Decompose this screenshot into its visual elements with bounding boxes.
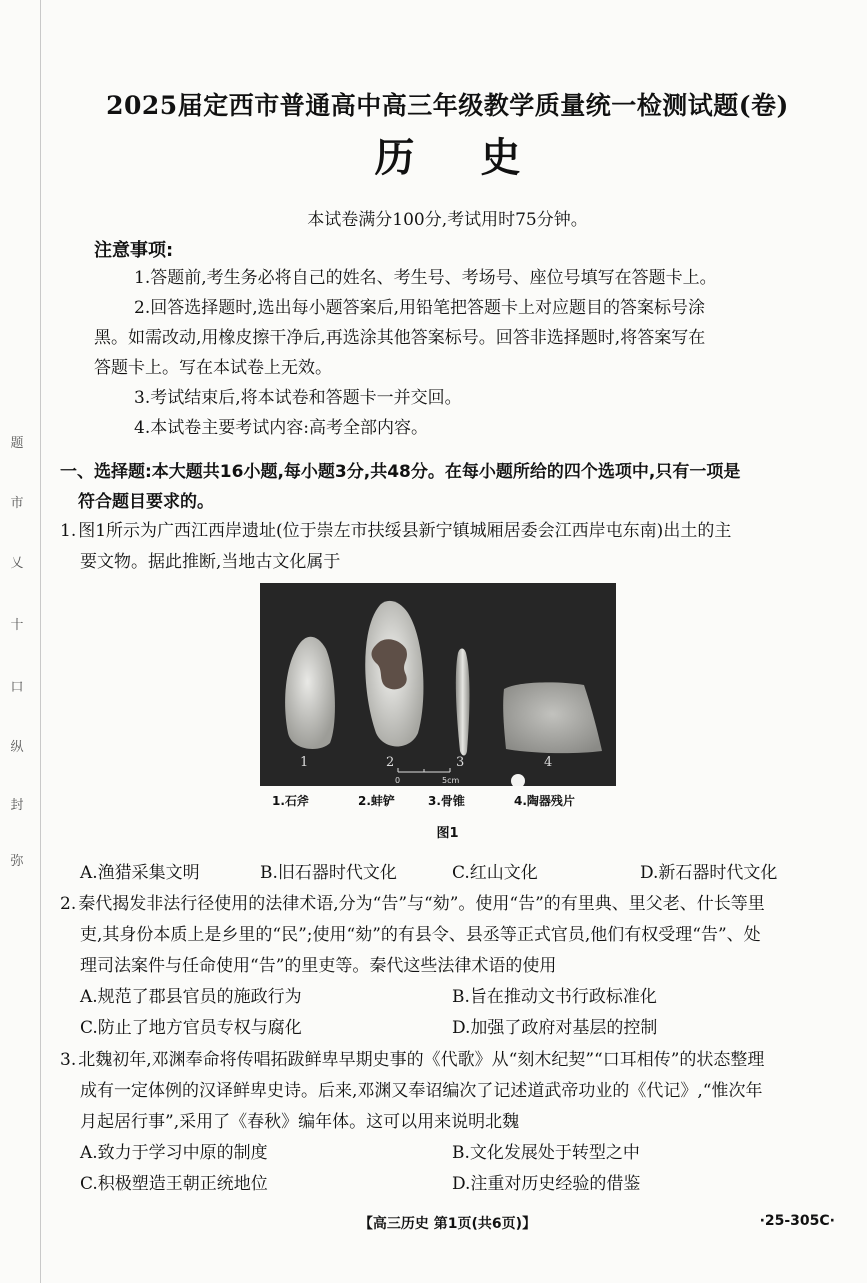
binding-glyph: 市 xyxy=(10,496,24,511)
question-number: 3. xyxy=(60,1050,77,1070)
section-heading-line1: 一、选择题:本大题共16小题,每小题3分,共48分。在每小题所给的四个选项中,只有一项是 xyxy=(60,462,741,482)
binding-glyph: 十 xyxy=(10,618,24,633)
option-row xyxy=(60,1169,830,1200)
page-footer xyxy=(60,1213,835,1233)
figure-caption: 3.骨锥 xyxy=(428,794,465,808)
option-b: B.文化发展处于转型之中 xyxy=(452,1143,640,1163)
binding-glyph: 题 xyxy=(10,436,24,451)
option-c: C.红山文化 xyxy=(452,863,538,883)
footer-exam-code: ·25-305C· xyxy=(759,1213,835,1229)
notes-heading: 注意事项: xyxy=(94,240,174,261)
option-row xyxy=(60,1013,830,1044)
question-1-options xyxy=(60,858,830,889)
question-stem xyxy=(60,1045,830,1138)
question-3 xyxy=(60,1045,830,1200)
stem-line: 成有一定体例的汉译鲜卑史诗。后来,邓渊又奉诏编次了记述道武帝功业的《代记》,“惟次年 xyxy=(80,1081,763,1101)
option-row xyxy=(60,858,830,889)
figure-caption: 2.蚌铲 xyxy=(358,794,395,808)
question-stem xyxy=(60,516,830,578)
figure-captions xyxy=(260,792,616,810)
question-number: 1. xyxy=(60,521,77,541)
option-row xyxy=(60,982,830,1013)
exam-intro: 本试卷满分100分,考试用时75分钟。 xyxy=(307,210,588,230)
option-row xyxy=(60,1138,830,1169)
binding-glyph: 封 xyxy=(10,798,24,813)
artifact-number: 3 xyxy=(456,755,465,770)
binding-glyph: 弥 xyxy=(10,854,24,869)
artifact-photo xyxy=(260,583,616,786)
stem-line: 吏,其身份本质上是乡里的“民”;使用“劾”的有县令、县丞等正式官员,他们有权受理“告”、处 xyxy=(80,925,761,945)
option-b: B.旧石器时代文化 xyxy=(260,863,397,883)
scale-end: 5cm xyxy=(442,776,460,785)
figure-caption: 1.石斧 xyxy=(272,794,309,808)
footer-page-info: 【高三历史 第1页(共6页)】 xyxy=(358,1216,537,1232)
scale-start: 0 xyxy=(395,776,401,785)
question-number: 2. xyxy=(60,894,77,914)
binding-glyph: 纵 xyxy=(10,740,24,755)
question-2 xyxy=(60,889,830,1044)
note-item: 2.回答选择题时,选出每小题答案后,用铅笔把答题卡上对应题目的答案标号涂 xyxy=(134,298,706,318)
figure-label: 图1 xyxy=(436,826,459,841)
note-item-continued: 答题卡上。写在本试卷上无效。 xyxy=(94,358,332,378)
stem-line: 北魏初年,邓渊奉命将传唱拓跋鲜卑早期史事的《代歌》从“刻木纪契”“口耳相传”的状态整理 xyxy=(78,1050,765,1070)
option-c: C.防止了地方官员专权与腐化 xyxy=(80,1018,302,1038)
binding-glyph: 口 xyxy=(10,680,24,695)
exam-page xyxy=(60,0,835,1283)
note-item: 3.考试结束后,将本试卷和答题卡一并交回。 xyxy=(134,388,462,408)
notes-list xyxy=(94,263,824,443)
option-d: D.注重对历史经验的借鉴 xyxy=(452,1174,641,1194)
stem-line: 理司法案件与任命使用“告”的里吏等。秦代这些法律术语的使用 xyxy=(80,956,557,976)
option-d: D.新石器时代文化 xyxy=(640,863,778,883)
stem-line: 月起居行事”,采用了《春秋》编年体。这可以用来说明北魏 xyxy=(80,1112,520,1132)
binding-glyph: 乂 xyxy=(10,556,24,571)
stem-line: 图1所示为广西江西岸遗址(位于崇左市扶绥县新宁镇城厢居委会江西岸屯东南)出土的主 xyxy=(78,521,732,541)
option-a: A.致力于学习中原的制度 xyxy=(80,1143,268,1163)
question-stem xyxy=(60,889,830,982)
option-d: D.加强了政府对基层的控制 xyxy=(452,1018,658,1038)
subject-title: 历史 xyxy=(374,134,587,181)
section-heading xyxy=(60,457,830,517)
section-heading-line2: 符合题目要求的。 xyxy=(78,492,214,512)
artifact-number: 4 xyxy=(544,755,553,770)
stem-line: 要文物。据此推断,当地古文化属于 xyxy=(80,552,341,572)
option-c: C.积极塑造王朝正统地位 xyxy=(80,1174,268,1194)
option-b: B.旨在推动文书行政标准化 xyxy=(452,987,657,1007)
note-item: 1.答题前,考生务必将自己的姓名、考生号、考场号、座位号填写在答题卡上。 xyxy=(134,268,717,288)
artifact-photo-drawing xyxy=(260,583,616,786)
artifact-number: 2 xyxy=(386,755,395,770)
note-item-continued: 黑。如需改动,用橡皮擦干净后,再选涂其他答案标号。回答非选择题时,将答案写在 xyxy=(94,328,706,348)
question-1 xyxy=(60,516,830,578)
figure-caption: 4.陶器残片 xyxy=(514,794,575,808)
exam-title: 2025届定西市普通高中高三年级教学质量统一检测试题(卷) xyxy=(106,91,789,120)
note-item: 4.本试卷主要考试内容:高考全部内容。 xyxy=(134,418,428,438)
stem-line: 秦代揭发非法行径使用的法律术语,分为“告”与“劾”。使用“告”的有里典、里父老、什长等里 xyxy=(78,894,765,914)
artifact-number: 1 xyxy=(300,755,309,770)
option-a: A.渔猎采集文明 xyxy=(80,863,200,883)
binding-margin xyxy=(0,0,41,1283)
option-a: A.规范了郡县官员的施政行为 xyxy=(80,987,302,1007)
